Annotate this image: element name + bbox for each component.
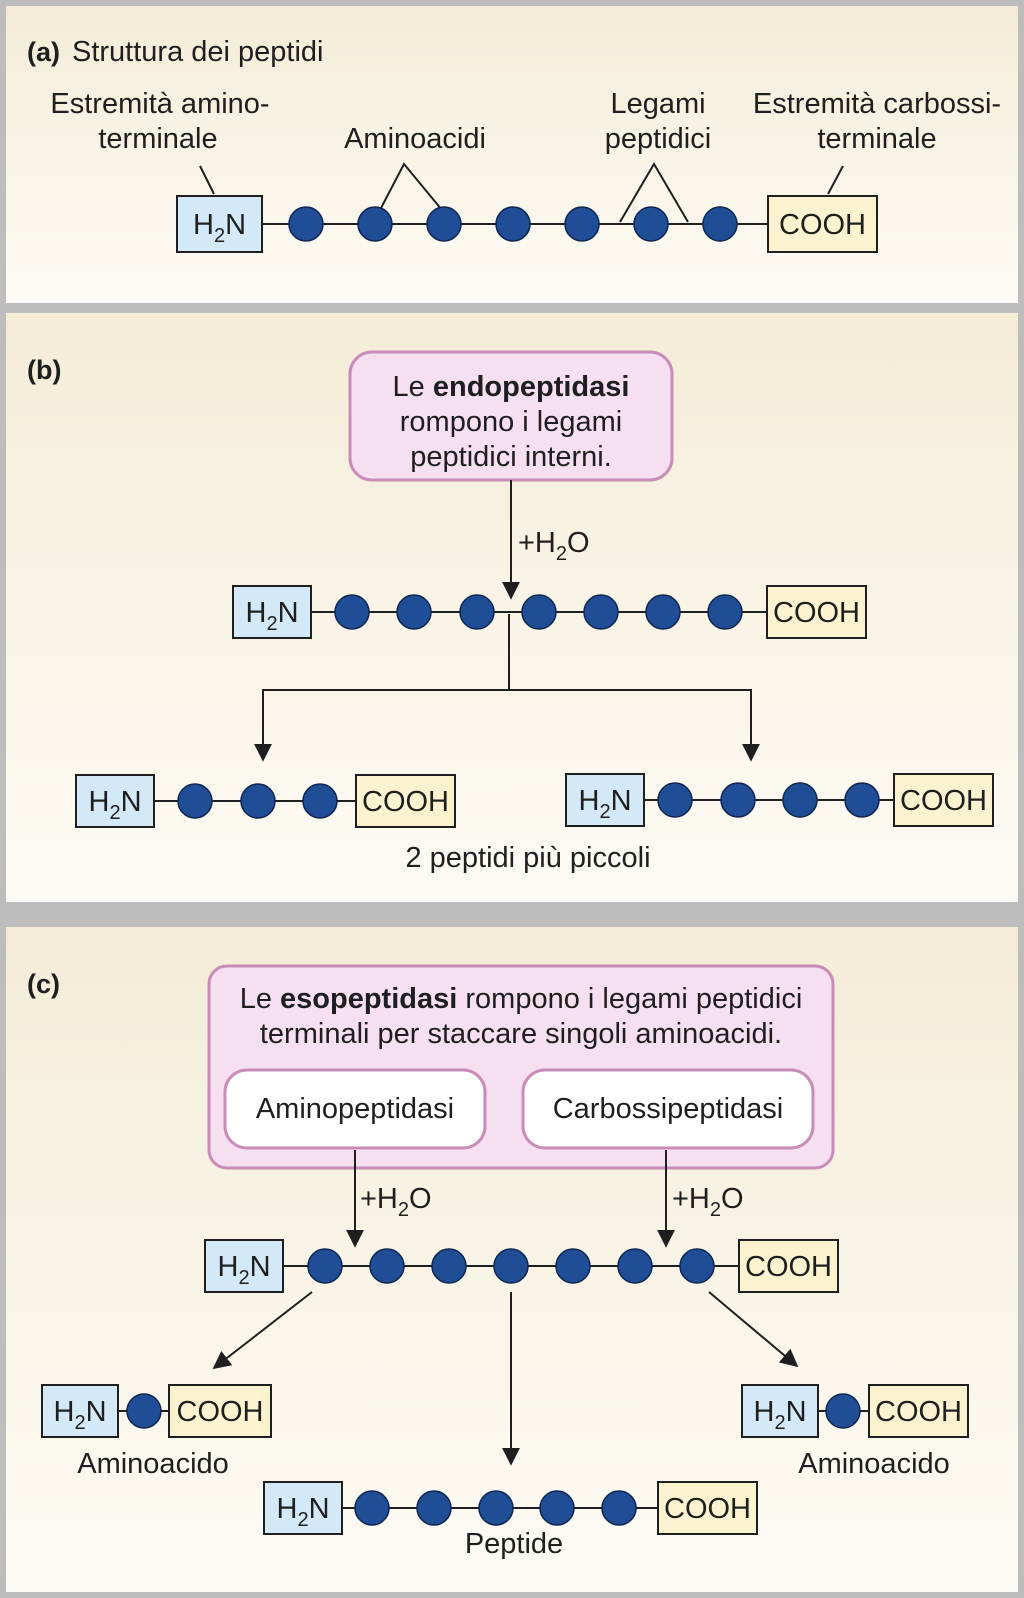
amino-terminus bbox=[177, 196, 262, 252]
amino-acid-residue bbox=[826, 1394, 860, 1428]
panel-a-tag: (a) bbox=[27, 37, 60, 67]
free-amino-acid-left-label: Aminoacido bbox=[77, 1448, 229, 1480]
amino-terminus-n: N bbox=[785, 1396, 807, 1428]
amino-acid-residue bbox=[397, 595, 431, 629]
amino-terminus-h: H bbox=[578, 785, 600, 817]
amino-acid-residue bbox=[358, 207, 392, 241]
carboxy-terminus-label: COOH bbox=[745, 1251, 832, 1283]
aminopeptidase-label: Aminopeptidasi bbox=[255, 1093, 455, 1125]
panel-c bbox=[6, 927, 1018, 1592]
amino-acid-residue bbox=[289, 207, 323, 241]
amino-terminus-subscript: 2 bbox=[74, 1412, 86, 1434]
amino-acid-residue bbox=[618, 1249, 652, 1283]
carboxy-terminus bbox=[869, 1385, 968, 1437]
peptide-bonds-label-2: peptidici bbox=[604, 123, 712, 155]
carboxy-end-label-2: terminale bbox=[817, 123, 937, 155]
amino-terminus-h: H bbox=[753, 1396, 775, 1428]
free-amino-acid-right-label: Aminoacido bbox=[798, 1448, 950, 1480]
water-label-b: $+H_2O$ bbox=[518, 527, 590, 565]
amino-terminus-subscript: 2 bbox=[109, 802, 121, 824]
water-label-c-left: $+H_2O$ bbox=[360, 1183, 432, 1221]
amino-terminus-n: N bbox=[120, 786, 142, 818]
amino-acid-residue bbox=[680, 1249, 714, 1283]
amino-acid-residue bbox=[496, 207, 530, 241]
amino-acid-residue bbox=[540, 1491, 574, 1525]
amino-terminus bbox=[76, 775, 154, 827]
amino-acid-residue bbox=[783, 783, 817, 817]
carboxy-terminus bbox=[768, 196, 877, 252]
amino-acid-residue bbox=[335, 595, 369, 629]
amino-acid-residue bbox=[602, 1491, 636, 1525]
panel-a-title: Struttura dei peptidi bbox=[72, 36, 324, 68]
amino-acid-residue bbox=[845, 783, 879, 817]
carboxy-terminus-label: COOH bbox=[779, 209, 866, 241]
carboxy-terminus-label: COOH bbox=[875, 1396, 962, 1428]
amino-terminus-h: H bbox=[276, 1493, 298, 1525]
amino-acid-residue bbox=[646, 595, 680, 629]
endopeptidase-text-line-3: peptidici interni. bbox=[410, 441, 612, 473]
panel-b-tag: (b) bbox=[27, 355, 62, 385]
amino-terminus bbox=[42, 1385, 118, 1437]
amino-terminus-n: N bbox=[308, 1493, 330, 1525]
amino-acid-residue bbox=[432, 1249, 466, 1283]
exopeptidase-text-line-2: terminali per staccare singoli aminoacidi. bbox=[259, 1018, 783, 1050]
amino-acid-residue bbox=[308, 1249, 342, 1283]
amino-terminus-subscript: 2 bbox=[238, 1267, 250, 1289]
carboxy-terminus bbox=[169, 1385, 271, 1437]
peptide-bonds-label: Legami bbox=[610, 88, 706, 120]
amino-acid-residue bbox=[370, 1249, 404, 1283]
amino-acid-residue bbox=[703, 207, 737, 241]
amino-terminus bbox=[742, 1385, 818, 1437]
amino-terminus bbox=[264, 1482, 342, 1534]
amino-terminus-h: H bbox=[217, 1251, 239, 1283]
amino-acid-residue bbox=[460, 595, 494, 629]
panel-b bbox=[6, 313, 1018, 902]
smaller-peptides-label: 2 peptidi più piccoli bbox=[405, 842, 651, 874]
amino-acid-residue bbox=[556, 1249, 590, 1283]
amino-acid-residue bbox=[721, 783, 755, 817]
carboxy-terminus-label: COOH bbox=[664, 1493, 751, 1525]
amino-terminus-h: H bbox=[245, 597, 267, 629]
carboxy-terminus-label: COOH bbox=[176, 1396, 264, 1428]
amino-acid-residue bbox=[241, 784, 275, 818]
carboxy-terminus bbox=[739, 1240, 838, 1292]
amino-terminus bbox=[205, 1240, 283, 1292]
amino-acid-residue bbox=[417, 1491, 451, 1525]
amino-acid-residue bbox=[303, 784, 337, 818]
amino-terminus-n: N bbox=[249, 1251, 271, 1283]
amino-terminus-h: H bbox=[53, 1396, 75, 1428]
panel-a bbox=[6, 6, 1018, 303]
amino-terminus bbox=[566, 774, 644, 826]
amino-end-label-2: terminale bbox=[98, 123, 218, 155]
amino-terminus-n: N bbox=[277, 597, 299, 629]
carboxy-terminus-label: COOH bbox=[773, 597, 860, 629]
amino-terminus-subscript: 2 bbox=[774, 1412, 786, 1434]
amino-acid-residue bbox=[178, 784, 212, 818]
amino-acid-residue bbox=[522, 595, 556, 629]
amino-acid-residue bbox=[565, 207, 599, 241]
amino-terminus-n: N bbox=[610, 785, 632, 817]
carboxy-terminus-label: COOH bbox=[900, 785, 987, 817]
carboxy-terminus bbox=[894, 774, 993, 826]
amino-acid-residue bbox=[584, 595, 618, 629]
carboxy-terminus-label: COOH bbox=[362, 786, 449, 818]
amino-terminus-subscript: 2 bbox=[297, 1509, 309, 1531]
endopeptidase-text-line-2: rompono i legami bbox=[399, 406, 623, 438]
carboxy-terminus bbox=[356, 775, 455, 827]
amino-terminus-subscript: 2 bbox=[213, 225, 226, 247]
amino-terminus-h: H bbox=[192, 209, 214, 241]
water-label-c-right: $+H_2O$ bbox=[672, 1183, 744, 1221]
amino-terminus-subscript: 2 bbox=[266, 613, 278, 635]
amino-acid-residue bbox=[708, 595, 742, 629]
amino-acid-residue bbox=[634, 207, 668, 241]
amino-acid-residue bbox=[479, 1491, 513, 1525]
exopeptidase-text-line-1: Le esopeptidasi rompono i legami peptidici bbox=[239, 983, 803, 1015]
amino-terminus-n: N bbox=[225, 209, 247, 241]
carboxy-terminus bbox=[767, 586, 866, 638]
amino-acid-residue bbox=[127, 1394, 161, 1428]
endopeptidase-text-line-1: Le endopeptidasi bbox=[392, 371, 630, 403]
aminoacids-label: Aminoacidi bbox=[344, 123, 486, 155]
amino-acid-residue bbox=[658, 783, 692, 817]
panel-c-tag: (c) bbox=[27, 969, 60, 999]
amino-terminus-subscript: 2 bbox=[599, 801, 611, 823]
amino-acid-residue bbox=[355, 1491, 389, 1525]
carboxy-end-label: Estremità carbossi- bbox=[752, 88, 1002, 120]
carboxy-terminus bbox=[658, 1482, 757, 1534]
amino-end-label: Estremità amino- bbox=[50, 88, 270, 120]
carboxypeptidase-label: Carbossipeptidasi bbox=[552, 1093, 784, 1125]
remaining-peptide-label: Peptide bbox=[464, 1528, 564, 1560]
amino-terminus bbox=[233, 586, 311, 638]
amino-acid-residue bbox=[494, 1249, 528, 1283]
amino-terminus-n: N bbox=[85, 1396, 107, 1428]
amino-terminus-h: H bbox=[88, 786, 110, 818]
amino-acid-residue bbox=[427, 207, 461, 241]
